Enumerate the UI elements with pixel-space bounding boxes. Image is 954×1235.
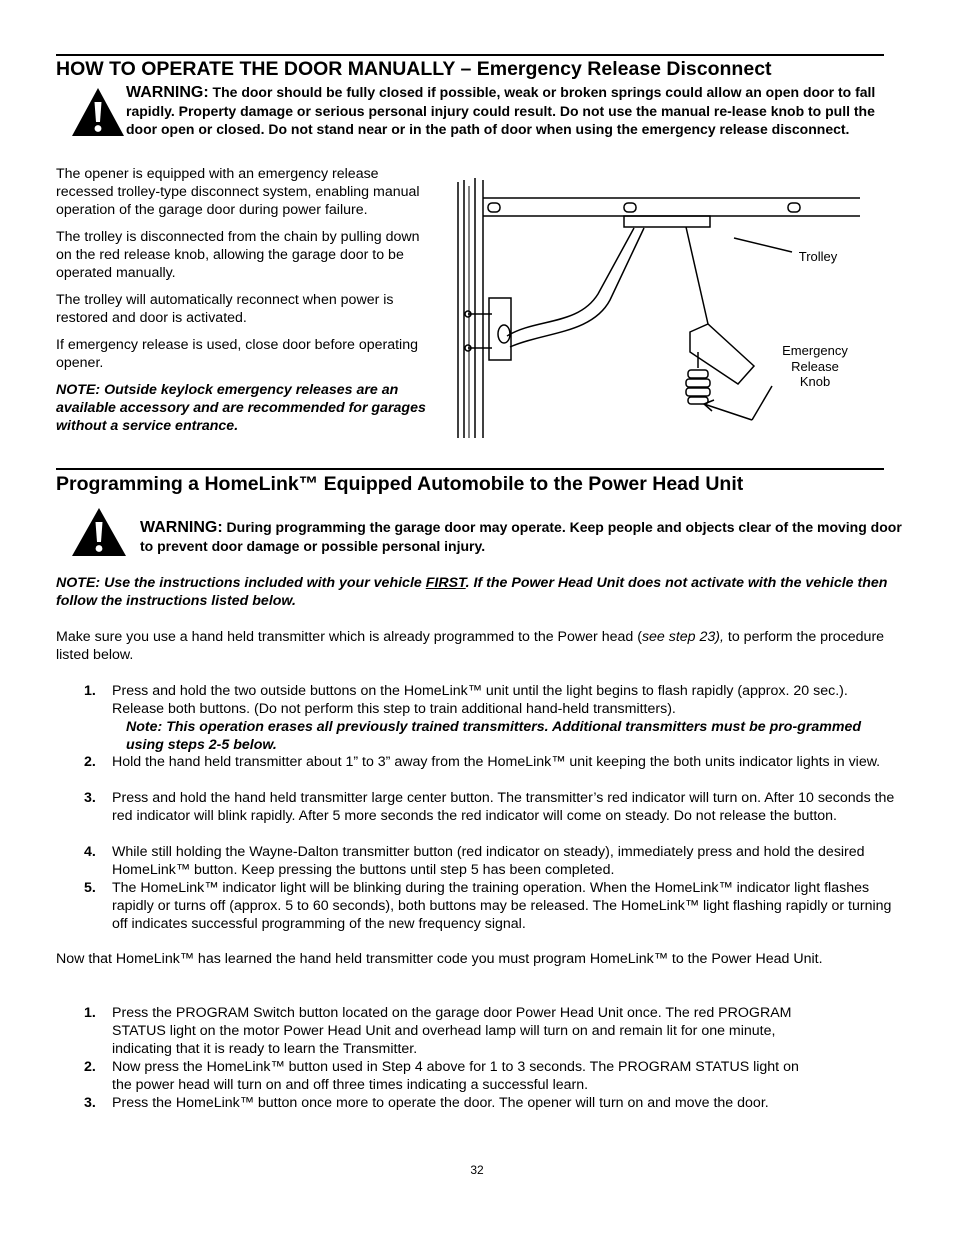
list-item: 1. Press the PROGRAM Switch button located on the garage door Power Head Unit once. The red PROGRAM STATUS light on the motor Power Head Unit and overhead lamp will turn on and remain lit for one minute, indicating that it is ready to learn the Transmitter. xyxy=(84,1005,792,1057)
paragraph: If emergency release is used, close door before operating opener. xyxy=(56,337,418,371)
list-item: 3. Press and hold the hand held transmitter large center button. The transmitter’s red indicator will turn on. After 10 seconds the red indicator will blink rapidly. After 5 more seconds the red indicator will come on steady. Do not release the button. xyxy=(84,790,895,824)
list-item: 3. Press the HomeLink™ button once more to operate the door. The opener will turn on and move the door. xyxy=(84,1095,769,1111)
list-item: 4. While still holding the Wayne-Dalton transmitter button (red indicator on steady), immediately press and hold the desired HomeLink™ button. Keep pressing the buttons until step 5 has been completed. xyxy=(84,844,865,878)
trolley-release-figure xyxy=(452,176,872,440)
section-title-homelink: Programming a HomeLink™ Equipped Automobile to the Power Head Unit xyxy=(56,473,744,495)
list-item: 2. Now press the HomeLink™ button used in Step 4 above for 1 to 3 seconds. The PROGRAM STATUS light on the power head will turn on and off three times indicating a successful learn. xyxy=(84,1059,799,1093)
list-item: 2. Hold the hand held transmitter about 1” to 3” away from the HomeLink™ unit keeping the both units indicator lights in view. xyxy=(84,754,881,770)
warning-block-2 xyxy=(140,518,908,555)
vehicle-instructions-note: NOTE: Use the instructions included with your vehicle FIRST. If the Power Head Unit does not activate with the vehicle then follow the instructions listed below. xyxy=(56,575,888,609)
keylock-note: NOTE: Outside keylock emergency releases are an available accessory and are recommended for garages without a service entrance. xyxy=(56,382,426,434)
warning-text: The door should be fully closed if possible, weak or broken springs could allow an open door to fall rapidly. Property damage or serious personal injury could result. Do not use the manual re-lease knob to pull the door open or closed. Do not stand near or in the path of door when using the emergency release disconnect. xyxy=(126,84,876,137)
section-rule xyxy=(56,468,884,470)
warning-block-1 xyxy=(126,83,894,138)
paragraph: The trolley is disconnected from the chain by pulling down on the red release knob, allowing the garage door to be operated manually. xyxy=(56,229,420,281)
warning-icon xyxy=(70,506,128,558)
trolley-diagram xyxy=(452,176,872,440)
top-rule xyxy=(56,54,884,56)
warning-label: WARNING: xyxy=(140,519,223,536)
list-item: 1. Press and hold the two outside buttons on the HomeLink™ unit until the light begins to flash rapidly (approx. 20 sec.). Release both buttons. (Do not perform this step to train additional hand-held transmitters). Note: This operation erases all previously trained transmitters. Additional transmitters must be pro-grammed using steps 2-5 below. xyxy=(84,683,862,753)
intro-paragraph: Make sure you use a hand held transmitter which is already programmed to the Power head (see step 23), to perform the procedure listed below. xyxy=(56,629,885,663)
page-number: 32 xyxy=(470,1163,484,1177)
emergency-release-knob-label: Emergency Release Knob xyxy=(782,343,848,389)
section-title-emergency-release: HOW TO OPERATE THE DOOR MANUALLY – Emergency Release Disconnect xyxy=(56,58,772,80)
program-power-head-intro: Now that HomeLink™ has learned the hand held transmitter code you must program HomeLink™ to the Power Head Unit. xyxy=(56,951,823,967)
paragraph: The opener is equipped with an emergency release recessed trolley-type disconnect system, enabling manual operation of the garage door during power failure. xyxy=(56,166,420,218)
emergency-release-text xyxy=(56,165,432,444)
paragraph: The trolley will automatically reconnect when power is restored and door is activated. xyxy=(56,292,394,326)
trolley-label: Trolley xyxy=(798,249,838,264)
warning-icon xyxy=(70,86,126,138)
warning-text: During programming the garage door may operate. Keep people and objects clear of the moving door to prevent door damage or possible personal injury. xyxy=(140,519,902,554)
warning-label: WARNING: xyxy=(126,84,209,101)
list-item: 5. The HomeLink™ indicator light will be blinking during the training operation. When the HomeLink™ indicator light flashes rapidly or turns off (approx. 5 to 60 seconds), both buttons may be released. The HomeLink™ light flashing rapidly or turning off indicates successful programming of the new frequency signal. xyxy=(84,880,892,932)
